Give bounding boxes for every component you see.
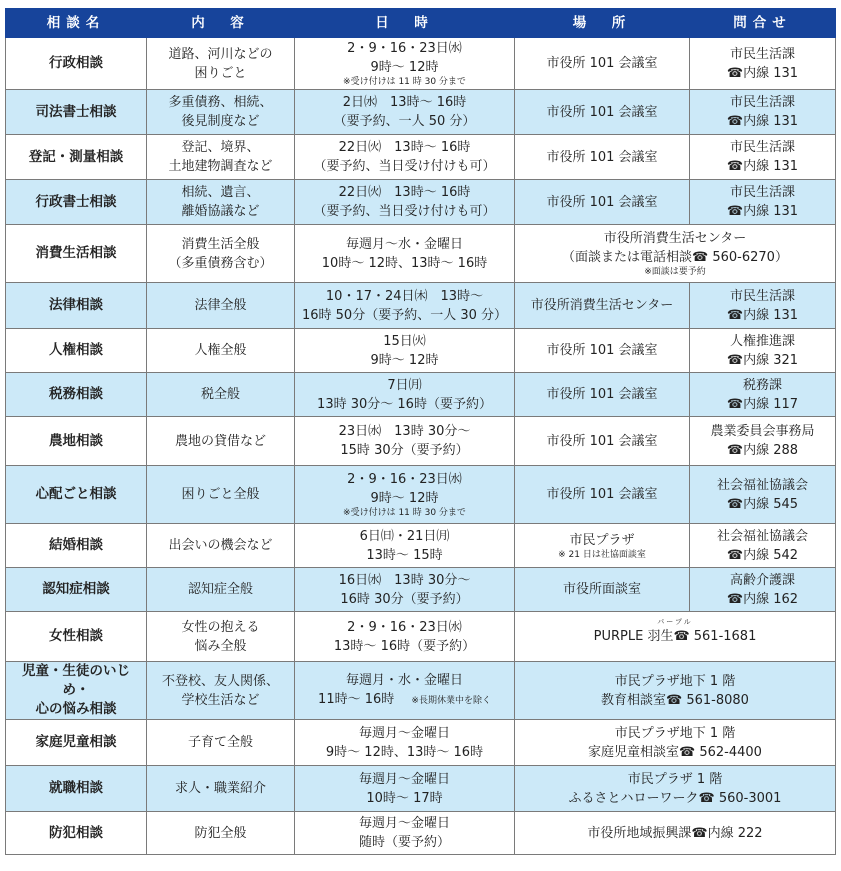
place-line: 市役所消費生活センター — [530, 298, 674, 313]
consultation-place — [515, 329, 690, 373]
datetime-line: 22日㈫ 13時～ 16時 — [338, 140, 471, 155]
datetime-line: 9時～ 12時 — [370, 491, 439, 506]
contact-line: ☎内線 321 — [726, 352, 799, 368]
datetime-line: 16時 50分（要予約、一人 30 分） — [301, 307, 508, 323]
consultation-contact — [690, 568, 836, 612]
place-line: 市役所 101 会議室 — [546, 149, 658, 165]
consultation-contact — [690, 135, 836, 180]
contact-line: ☎内線 545 — [726, 496, 799, 512]
consultation-contact — [690, 283, 836, 329]
datetime-line: 10・17・24日㈭ 13時～ — [325, 288, 484, 304]
consultation-content — [147, 180, 295, 225]
contact-line: 社会福祉協議会 — [716, 477, 808, 493]
datetime-line: 毎週月～金曜日 — [358, 771, 450, 787]
content-line: 不登校、友人関係、 — [161, 673, 279, 689]
consultation-name: 就職相談 — [6, 766, 147, 812]
consultation-datetime — [295, 720, 515, 766]
content-line: 悩み全般 — [194, 638, 247, 654]
content-line: 困りごと全般 — [181, 487, 260, 502]
consultation-name: 行政相談 — [6, 38, 147, 90]
consultation-name: 司法書士相談 — [6, 90, 147, 135]
consultation-place — [515, 417, 690, 466]
consultation-contact — [690, 180, 836, 225]
consultation-place — [515, 38, 690, 90]
contact-line: 市民生活課 — [729, 95, 795, 110]
contact-line: ☎内線 131 — [726, 65, 799, 81]
place-and-contact — [515, 225, 836, 283]
consultation-name: 法律相談 — [6, 283, 147, 329]
place-line: 市役所消費生活センター — [603, 231, 747, 246]
content-line: 学校生活など — [181, 692, 260, 708]
consultation-name: 家庭児童相談 — [6, 720, 147, 766]
place-line: 市役所 101 会議室 — [546, 343, 658, 358]
consultation-datetime — [295, 283, 515, 329]
contact-line: ☎内線 288 — [726, 443, 799, 458]
table-row — [6, 612, 836, 662]
content-line: 相続、遺言、 — [181, 185, 260, 200]
datetime-line: 16時 30分（要予約） — [340, 591, 469, 607]
contact-line: ☎内線 117 — [726, 396, 799, 412]
consultation-datetime — [295, 466, 515, 524]
consultation-name-line: 児童・生徒のいじめ・ — [22, 663, 130, 698]
ruby-text — [593, 618, 757, 646]
datetime-line: 22日㈫ 13時～ 16時 — [338, 185, 471, 200]
place-line: 教育相談室☎ 561-8080 — [601, 692, 749, 708]
content-line: 認知症全般 — [187, 582, 253, 597]
place-line: 家庭児童相談室☎ 562-4400 — [588, 744, 762, 760]
contact-line: ☎内線 131 — [726, 307, 799, 323]
consultation-datetime — [295, 662, 515, 720]
place-line-with-ruby — [518, 618, 832, 646]
datetime-line: 16日㈬ 13時 30分～ — [338, 572, 471, 588]
place-line: 市役所 101 会議室 — [546, 194, 658, 210]
table-row — [6, 568, 836, 612]
datetime-line: 毎週月～金曜日 — [358, 816, 450, 831]
place-line: 市役所 101 会議室 — [546, 433, 658, 449]
content-line: 法律全般 — [194, 298, 247, 313]
consultation-content — [147, 329, 295, 373]
consultation-content — [147, 720, 295, 766]
table-header — [6, 9, 836, 38]
contact-line: ☎内線 131 — [726, 114, 799, 129]
consultation-content — [147, 135, 295, 180]
place-and-contact — [515, 662, 836, 720]
datetime-line: 7日㈪ — [387, 377, 422, 393]
place-line: 市民プラザ — [569, 532, 635, 548]
contact-line: 市民生活課 — [729, 46, 795, 62]
place-line: 市民プラザ 1 階 — [627, 771, 723, 787]
consultation-content — [147, 373, 295, 417]
consultation-datetime — [295, 329, 515, 373]
content-line: 登記、境界、 — [181, 140, 260, 155]
consultation-name: 税務相談 — [6, 373, 147, 417]
consultation-contact — [690, 524, 836, 568]
place-line: 市役所 101 会議室 — [546, 104, 658, 120]
table-row — [6, 135, 836, 180]
consultation-table — [5, 8, 836, 855]
content-line: 人権全般 — [194, 343, 247, 358]
consultation-name: 防犯相談 — [6, 812, 147, 855]
consultation-datetime — [295, 373, 515, 417]
content-line: 税全般 — [200, 387, 240, 402]
table-row — [6, 662, 836, 720]
consultation-name: 女性相談 — [6, 612, 147, 662]
datetime-line: 毎週月～水・金曜日 — [345, 236, 463, 252]
content-line: 求人・職業紹介 — [174, 781, 266, 796]
consultation-datetime — [295, 524, 515, 568]
content-line: 道路、河川などの — [168, 46, 273, 62]
datetime-line: 13時～ 16時（要予約） — [333, 638, 476, 654]
consultation-contact — [690, 373, 836, 417]
consultation-place — [515, 90, 690, 135]
content-line: 多重債務、相続、 — [168, 95, 273, 110]
contact-line: ☎内線 542 — [726, 547, 799, 563]
content-line: 離婚協議など — [181, 204, 260, 219]
datetime-line: （要予約、当日受け付けも可） — [313, 204, 496, 219]
datetime-note: ※受け付けは 11 時 30 分まで — [343, 77, 466, 87]
place-and-contact — [515, 612, 836, 662]
datetime-line: 9時～ 12時 — [370, 60, 439, 75]
datetime-line: 2・9・16・23日㈬ — [347, 41, 462, 56]
content-line: 消費生活全般 — [181, 236, 260, 252]
content-line: 後見制度など — [181, 114, 260, 129]
content-line: 防犯全般 — [194, 825, 247, 841]
consultation-datetime — [295, 38, 515, 90]
content-line: 出会いの機会など — [168, 538, 273, 553]
consultation-datetime — [295, 180, 515, 225]
datetime-line: 毎週月・水・金曜日 — [345, 672, 463, 688]
place-line: 市役所 101 会議室 — [546, 487, 658, 502]
consultation-content — [147, 612, 295, 662]
consultation-name — [6, 662, 147, 720]
consultation-place — [515, 568, 690, 612]
table-row — [6, 283, 836, 329]
header-date: 日 時 — [295, 9, 515, 38]
table-row — [6, 417, 836, 466]
table-row — [6, 720, 836, 766]
consultation-place — [515, 283, 690, 329]
consultation-place — [515, 524, 690, 568]
table-body — [6, 38, 836, 855]
contact-line: 農業委員会事務局 — [710, 424, 815, 439]
datetime-line: 13時～ 15時 — [366, 547, 443, 563]
datetime-note: ※受け付けは 11 時 30 分まで — [343, 508, 466, 518]
header-name: 相談名 — [6, 9, 147, 38]
datetime-line: 9時～ 12時 — [370, 352, 439, 368]
consultation-content — [147, 90, 295, 135]
table-row — [6, 524, 836, 568]
ruby-reading: パープル — [657, 618, 693, 626]
consultation-content — [147, 766, 295, 812]
datetime-line: 15日㈫ — [383, 333, 426, 349]
datetime-line: 随時（要予約） — [358, 835, 450, 850]
consultation-name: 認知症相談 — [6, 568, 147, 612]
contact-line: 社会福祉協議会 — [716, 528, 808, 544]
consultation-content — [147, 38, 295, 90]
datetime-line: （要予約、当日受け付けも可） — [313, 159, 496, 174]
contact-line: ☎内線 131 — [726, 204, 799, 219]
consultation-contact — [690, 90, 836, 135]
datetime-line: 2日㈬ 13時～ 16時 — [342, 95, 467, 110]
contact-line: 市民生活課 — [729, 288, 795, 304]
contact-line: ☎内線 162 — [726, 591, 799, 607]
header-place: 場 所 — [515, 9, 690, 38]
datetime-line: 毎週月～金曜日 — [358, 725, 450, 741]
consultation-content — [147, 466, 295, 524]
consultation-name: 消費生活相談 — [6, 225, 147, 283]
contact-line: 高齢介護課 — [729, 572, 795, 588]
datetime-inline-note: ※長期休業中を除く — [411, 695, 491, 706]
place-note: ※ 21 日は社協面談室 — [558, 549, 646, 560]
consultation-name: 農地相談 — [6, 417, 147, 466]
place-line: 市役所 101 会議室 — [546, 56, 658, 71]
consultation-name-line: 心の悩み相談 — [35, 701, 117, 717]
place-note: ※面談は要予約 — [644, 267, 706, 277]
table-row — [6, 225, 836, 283]
datetime-line: 2・9・16・23日㈬ — [347, 619, 462, 635]
contact-line: 市民生活課 — [729, 185, 795, 200]
place-line: 市役所面談室 — [562, 582, 641, 597]
consultation-content — [147, 283, 295, 329]
datetime-line: 11時～ 16時 — [318, 691, 395, 707]
content-line: 農地の貸借など — [174, 433, 266, 449]
consultation-datetime — [295, 135, 515, 180]
consultation-content — [147, 662, 295, 720]
consultation-name: 登記・測量相談 — [6, 135, 147, 180]
contact-line: 人権推進課 — [729, 333, 795, 349]
datetime-line: 23日㈬ 13時 30分～ — [338, 424, 471, 439]
content-line: 困りごと — [194, 65, 247, 81]
datetime-line: 9時～ 12時、13時～ 16時 — [325, 744, 484, 760]
table-row — [6, 812, 836, 855]
datetime-line: 10時～ 17時 — [366, 790, 443, 806]
table-row — [6, 466, 836, 524]
consultation-place — [515, 135, 690, 180]
place-line: PURPLE 羽生☎ 561-1681 — [593, 629, 757, 644]
consultation-datetime — [295, 812, 515, 855]
content-line: 子育て全般 — [187, 735, 253, 750]
table-row — [6, 329, 836, 373]
consultation-contact — [690, 38, 836, 90]
contact-line: 市民生活課 — [729, 140, 795, 155]
header-contact: 問合せ — [690, 9, 836, 38]
place-and-contact — [515, 766, 836, 812]
content-line: 土地建物調査など — [168, 159, 273, 174]
datetime-line: 15時 30分（要予約） — [340, 443, 469, 458]
datetime-line: （要予約、一人 50 分） — [333, 114, 476, 129]
place-and-contact — [515, 720, 836, 766]
consultation-datetime — [295, 417, 515, 466]
contact-line: ☎内線 131 — [726, 159, 799, 174]
consultation-name: 人権相談 — [6, 329, 147, 373]
consultation-contact — [690, 466, 836, 524]
consultation-datetime — [295, 612, 515, 662]
consultation-contact — [690, 417, 836, 466]
consultation-content — [147, 417, 295, 466]
consultation-datetime — [295, 225, 515, 283]
consultation-content — [147, 812, 295, 855]
datetime-line: 10時～ 12時、13時～ 16時 — [321, 255, 488, 271]
datetime-line: 6日㈰・21日㈪ — [359, 528, 450, 544]
consultation-place — [515, 180, 690, 225]
place-and-contact — [515, 812, 836, 855]
place-line: 市民プラザ地下 1 階 — [614, 725, 736, 741]
datetime-line: 13時 30分～ 16時（要予約） — [317, 396, 492, 412]
place-line: 市民プラザ地下 1 階 — [614, 673, 736, 689]
place-line: 市役所地域振興課☎内線 222 — [587, 825, 763, 841]
table-row — [6, 373, 836, 417]
place-line: 市役所 101 会議室 — [546, 387, 658, 402]
consultation-contact — [690, 329, 836, 373]
consultation-name: 結婚相談 — [6, 524, 147, 568]
consultation-name: 行政書士相談 — [6, 180, 147, 225]
table-row — [6, 766, 836, 812]
consultation-content — [147, 524, 295, 568]
table-row — [6, 180, 836, 225]
content-line: 女性の抱える — [181, 619, 260, 635]
place-line: （面談または電話相談☎ 560-6270） — [562, 250, 788, 265]
table-row — [6, 38, 836, 90]
consultation-datetime — [295, 568, 515, 612]
contact-line: 税務課 — [742, 377, 782, 393]
place-line: ふるさとハローワーク☎ 560-3001 — [568, 790, 782, 806]
consultation-place — [515, 466, 690, 524]
consultation-datetime — [295, 766, 515, 812]
consultation-content — [147, 225, 295, 283]
table-row — [6, 90, 836, 135]
header-content: 内 容 — [147, 9, 295, 38]
datetime-line: 2・9・16・23日㈬ — [347, 472, 462, 487]
content-line: （多重債務含む） — [168, 255, 273, 271]
consultation-name: 心配ごと相談 — [6, 466, 147, 524]
consultation-place — [515, 373, 690, 417]
consultation-content — [147, 568, 295, 612]
datetime-line-wrap — [298, 690, 511, 711]
consultation-datetime — [295, 90, 515, 135]
